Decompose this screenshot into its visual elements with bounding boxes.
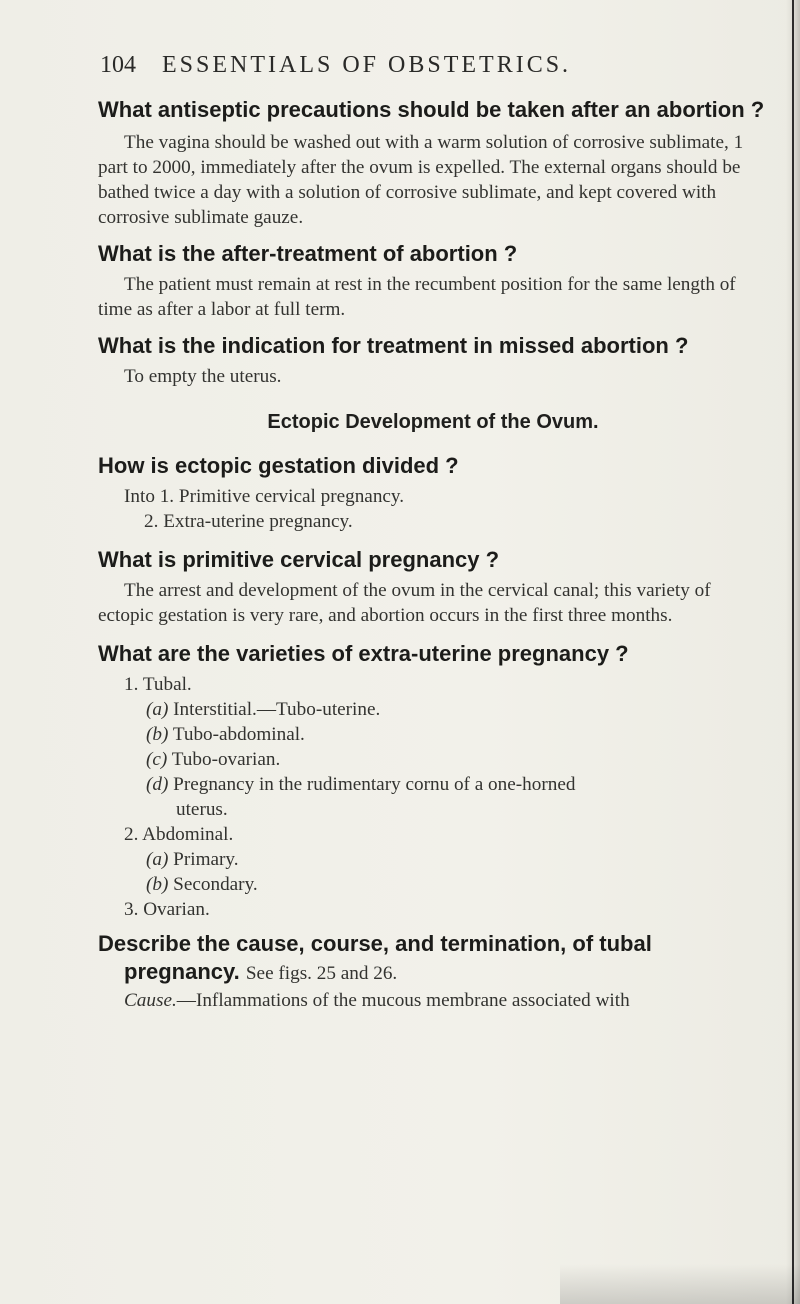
- question-antiseptic: What antiseptic precautions should be taken after an abortion ?: [98, 97, 765, 122]
- section-heading-ectopic: Ectopic Development of the Ovum.: [267, 411, 599, 433]
- list-item: (c) Tubo-ovarian.: [146, 749, 281, 770]
- list-item: 2. Abdominal.: [124, 824, 234, 845]
- list-item: 1. Tubal.: [124, 674, 192, 695]
- list-item: uterus.: [176, 799, 228, 820]
- book-title: ESSENTIALS OF OBSTETRICS.: [162, 52, 572, 78]
- list-item: 2. Extra-uterine pregnancy.: [144, 511, 353, 532]
- answer-missed-abortion: To empty the uterus.: [124, 366, 282, 387]
- figure-reference: See figs. 25 and 26.: [245, 963, 398, 984]
- answer-antiseptic: The vagina should be washed out with a warm solution of corrosive sublimate, 1 part to 2000, immediately after the ovum is expelled. The external organs should be bathed twice a day with a solution of corrosive sublimate, and kept covered with corrosive sublimate gauze.: [98, 132, 744, 228]
- page-corner-shadow: [560, 1264, 800, 1304]
- list-item: 3. Ovarian.: [124, 899, 210, 920]
- list-item: (b) Tubo-abdominal.: [146, 724, 305, 745]
- answer-cervical-pregnancy: The arrest and development of the ovum in the cervical canal; this variety of ectopic gestation is very rare, and abortion occurs in the first three months.: [98, 580, 711, 626]
- answer-tubal-cause: Cause.—Inflammations of the mucous membrane associated with: [124, 990, 630, 1011]
- question-after-treatment: What is the after-treatment of abortion ?: [98, 241, 518, 266]
- list-item: (a) Interstitial.—Tubo-uterine.: [146, 699, 381, 720]
- question-cervical-pregnancy: What is primitive cervical pregnancy ?: [98, 547, 500, 572]
- question-tubal-course: Describe the cause, course, and termination, of tubal pregnancy. See figs. 25 and 26.: [98, 931, 652, 984]
- question-missed-abortion: What is the indication for treatment in missed abortion ?: [98, 333, 689, 358]
- ectopic-division-list: [98, 484, 768, 534]
- list-item: Into 1. Primitive cervical pregnancy.: [124, 486, 405, 507]
- varieties-list: [98, 672, 768, 922]
- list-item: (b) Secondary.: [146, 874, 258, 895]
- page-content: [98, 52, 768, 1013]
- page-edge-line: [792, 0, 794, 1304]
- page-number: 104: [100, 52, 136, 78]
- list-item: (d) Pregnancy in the rudimentary cornu of a one-horned: [146, 774, 576, 795]
- answer-after-treatment: The patient must remain at rest in the recumbent position for the same length of time as after a labor at full term.: [98, 274, 736, 320]
- question-varieties: What are the varieties of extra-uterine pregnancy ?: [98, 641, 629, 666]
- list-item: (a) Primary.: [146, 849, 239, 870]
- running-head: [100, 52, 768, 96]
- question-ectopic-division: How is ectopic gestation divided ?: [98, 453, 459, 478]
